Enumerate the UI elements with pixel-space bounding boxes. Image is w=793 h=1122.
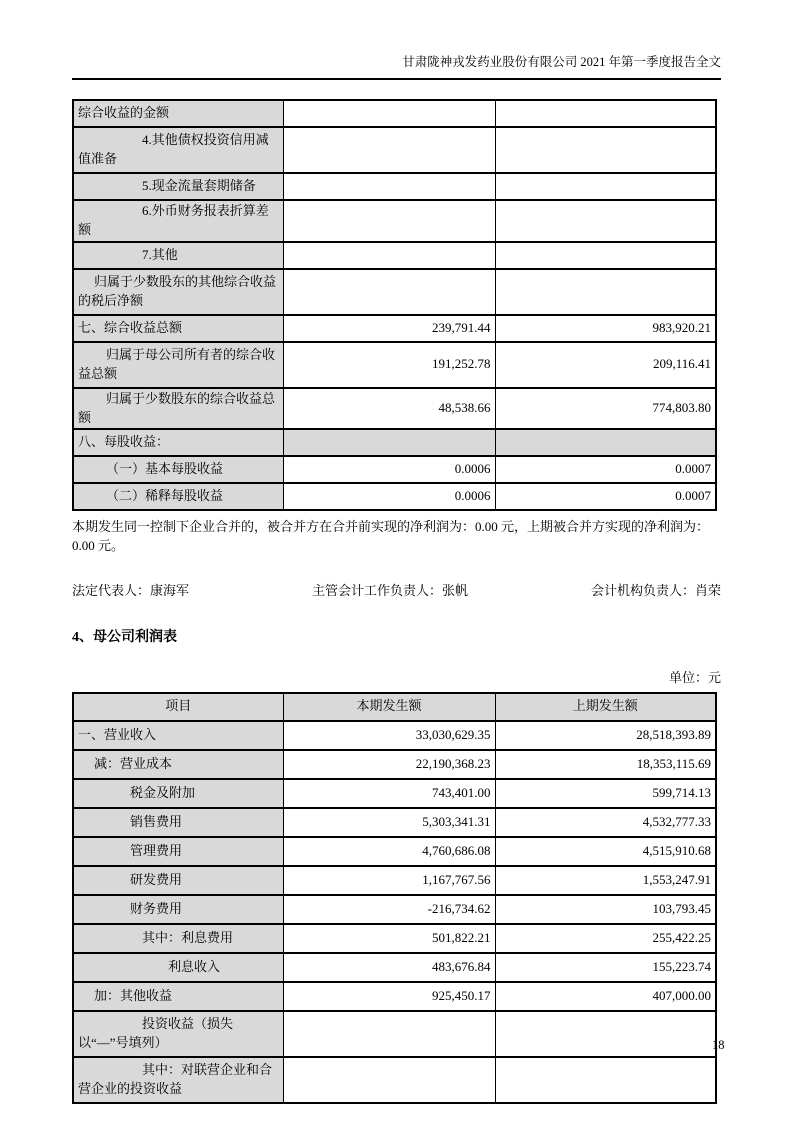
prior-amount-cell: 407,000.00	[495, 982, 716, 1011]
current-amount-cell	[283, 429, 495, 456]
table-row	[73, 982, 716, 1011]
prior-amount-cell: 155,223.74	[495, 953, 716, 982]
table-row	[73, 953, 716, 982]
current-column-header: 本期发生额	[283, 693, 495, 721]
page-number: 18	[712, 1038, 725, 1052]
table-row	[73, 837, 716, 866]
current-amount-cell: 5,303,341.31	[283, 808, 495, 837]
prior-amount-cell: 28,518,393.89	[495, 721, 716, 750]
prior-amount-cell: 209,116.41	[495, 342, 716, 388]
item-label-cell: 投资收益（损失以“—”号填列）	[73, 1011, 283, 1057]
prior-amount-cell: 0.0007	[495, 483, 716, 510]
current-amount-cell	[283, 100, 495, 127]
item-label-cell: （一）基本每股收益	[73, 456, 283, 483]
table-row	[73, 456, 716, 483]
table-row	[73, 100, 716, 127]
current-amount-cell: 483,676.84	[283, 953, 495, 982]
item-label-cell: 加：其他收益	[73, 982, 283, 1011]
table-row	[73, 779, 716, 808]
unit-label: 单位：元	[668, 669, 721, 685]
prior-amount-cell	[495, 127, 716, 173]
item-label-cell: 其中：利息费用	[73, 924, 283, 953]
item-label-cell: 七、综合收益总额	[73, 315, 283, 342]
prior-amount-cell	[495, 200, 716, 242]
table-row	[73, 242, 716, 269]
prior-amount-cell	[495, 242, 716, 269]
table-row	[73, 269, 716, 315]
item-label-cell: 减：营业成本	[73, 750, 283, 779]
prior-column-header: 上期发生额	[495, 693, 716, 721]
table-row	[73, 173, 716, 200]
item-column-header: 项目	[73, 693, 283, 721]
current-amount-cell	[283, 200, 495, 242]
prior-amount-cell: 4,515,910.68	[495, 837, 716, 866]
prior-amount-cell	[495, 1057, 716, 1103]
item-label-cell: （二）稀释每股收益	[73, 483, 283, 510]
legal-representative-label: 法定代表人：康海军	[72, 582, 190, 598]
current-amount-cell: 1,167,767.56	[283, 866, 495, 895]
prior-amount-cell: 18,353,115.69	[495, 750, 716, 779]
current-amount-cell: 191,252.78	[283, 342, 495, 388]
current-amount-cell	[283, 242, 495, 269]
current-amount-cell: 22,190,368.23	[283, 750, 495, 779]
current-amount-cell	[283, 127, 495, 173]
current-amount-cell	[283, 269, 495, 315]
table-row	[73, 721, 716, 750]
current-amount-cell: 0.0006	[283, 456, 495, 483]
item-label-cell: 归属于母公司所有者的综合收益总额	[73, 342, 283, 388]
current-amount-cell	[283, 173, 495, 200]
accounting-head-label: 会计机构负责人：肖荣	[590, 582, 721, 598]
item-label-cell: 研发费用	[73, 866, 283, 895]
prior-amount-cell	[495, 173, 716, 200]
item-label-cell: 八、每股收益：	[73, 429, 283, 456]
current-amount-cell: 0.0006	[283, 483, 495, 510]
current-amount-cell: 239,791.44	[283, 315, 495, 342]
item-label-cell: 销售费用	[73, 808, 283, 837]
current-amount-cell: -216,734.62	[283, 895, 495, 924]
prior-amount-cell	[495, 429, 716, 456]
table-row	[73, 924, 716, 953]
prior-amount-cell	[495, 100, 716, 127]
item-label-cell: 一、营业收入	[73, 721, 283, 750]
current-amount-cell	[283, 1057, 495, 1103]
item-label-cell: 归属于少数股东的综合收益总额	[73, 388, 283, 430]
item-label-cell: 管理费用	[73, 837, 283, 866]
current-amount-cell: 33,030,629.35	[283, 721, 495, 750]
item-label-cell: 财务费用	[73, 895, 283, 924]
item-label-cell: 7.其他	[73, 242, 283, 269]
current-amount-cell: 925,450.17	[283, 982, 495, 1011]
current-amount-cell: 48,538.66	[283, 388, 495, 430]
item-label-cell: 6.外币财务报表折算差额	[73, 200, 283, 242]
comprehensive-income-table	[72, 99, 717, 511]
parent-income-table	[72, 692, 717, 1104]
table-row	[73, 483, 716, 510]
prior-amount-cell: 599,714.13	[495, 779, 716, 808]
prior-amount-cell: 103,793.45	[495, 895, 716, 924]
current-amount-cell	[283, 1011, 495, 1057]
table-row	[73, 200, 716, 242]
table-row	[73, 315, 716, 342]
table-row	[73, 342, 716, 388]
document-header-title: 甘肃陇神戎发药业股份有限公司 2021 年第一季度报告全文	[72, 52, 721, 80]
item-label-cell: 利息收入	[73, 953, 283, 982]
section-heading: 4、母公司利润表	[72, 629, 177, 645]
prior-amount-cell: 774,803.80	[495, 388, 716, 430]
prior-amount-cell: 1,553,247.91	[495, 866, 716, 895]
item-label-cell: 5.现金流量套期储备	[73, 173, 283, 200]
item-label-cell: 综合收益的金额	[73, 100, 283, 127]
prior-amount-cell: 983,920.21	[495, 315, 716, 342]
item-label-cell: 税金及附加	[73, 779, 283, 808]
prior-amount-cell	[495, 269, 716, 315]
current-amount-cell: 4,760,686.08	[283, 837, 495, 866]
merger-note: 本期发生同一控制下企业合并的，被合并方在合并前实现的净利润为：0.00 元，上期被合并方实现的净利润为：0.00 元。	[72, 519, 710, 553]
table-row	[73, 388, 716, 430]
prior-amount-cell	[495, 1011, 716, 1057]
table-row	[73, 1011, 716, 1057]
accounting-supervisor-label: 主管会计工作负责人：张帆	[311, 582, 468, 598]
prior-amount-cell: 0.0007	[495, 456, 716, 483]
table-row	[73, 895, 716, 924]
table-row	[73, 127, 716, 173]
prior-amount-cell: 4,532,777.33	[495, 808, 716, 837]
current-amount-cell: 743,401.00	[283, 779, 495, 808]
table-row	[73, 1057, 716, 1103]
current-amount-cell: 501,822.21	[283, 924, 495, 953]
table-row	[73, 429, 716, 456]
item-label-cell: 归属于少数股东的其他综合收益的税后净额	[73, 269, 283, 315]
table-header-row	[73, 693, 716, 721]
table-row	[73, 866, 716, 895]
item-label-cell: 其中：对联营企业和合营企业的投资收益	[73, 1057, 283, 1103]
table-row	[73, 808, 716, 837]
signatories-row	[72, 580, 721, 599]
prior-amount-cell: 255,422.25	[495, 924, 716, 953]
item-label-cell: 4.其他债权投资信用减值准备	[73, 127, 283, 173]
table-row	[73, 750, 716, 779]
